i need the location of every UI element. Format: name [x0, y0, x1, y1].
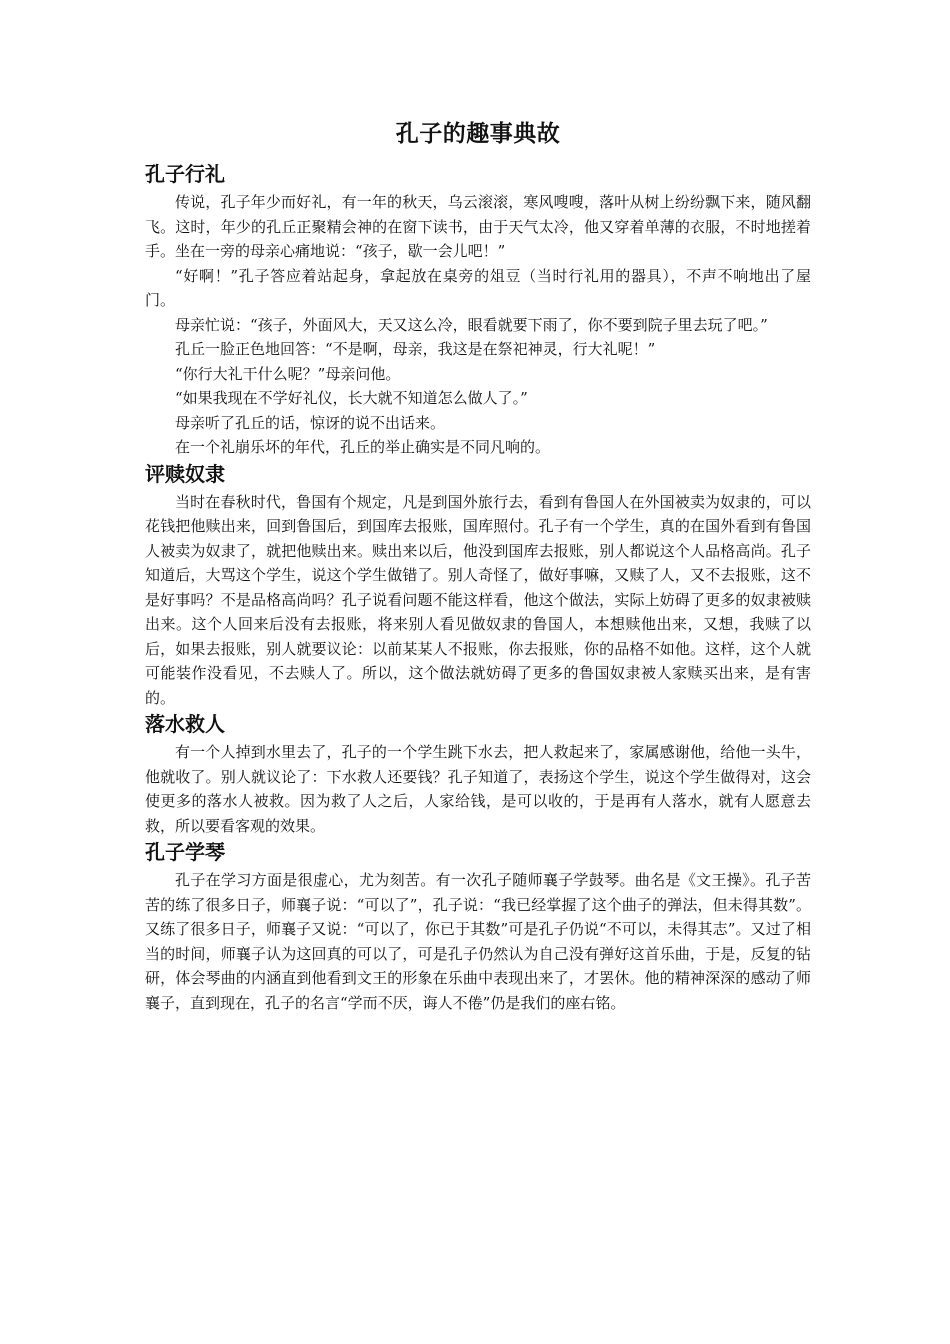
paragraph: 在一个礼崩乐坏的年代，孔丘的举止确实是不同凡响的。 [175, 438, 551, 456]
paragraph: “如果我现在不学好礼仪，长大就不知道怎么做人了。” [175, 389, 528, 407]
paragraph: 有一个人掉到水里去了，孔子的一个学生跳下水去，把人救起来了，家属感谢他，给他一头牛，他就收了。别人就议论了：下水救人还要钱？孔子知道了，表扬这个学生，说这个学生做得对，这会使更多的落水人被救。因为救了人之后，人家给钱，是可以收的，于是再有人落水，就有人愿意去救，所以要看客观的效果。 [145, 743, 811, 835]
paragraph: 母亲忙说：“孩子，外面风大，天又这么冷，眼看就要下雨了，你不要到院子里去玩了吧。” [175, 315, 768, 334]
paragraph: “好啊！”孔子答应着站起身，拿起放在桌旁的俎豆（当时行礼用的器具），不声不响地出了屋门。 [145, 266, 811, 309]
section-heading: 评赎奴隶 [145, 461, 225, 486]
section-heading: 孔子行礼 [145, 162, 225, 186]
document-page [145, 118, 811, 1015]
paragraph: “你行大礼干什么呢？”母亲问他。 [175, 364, 401, 383]
section-heading: 孔子学琴 [145, 840, 225, 864]
paragraph: 当时在春秋时代，鲁国有个规定，凡是到国外旅行去，看到有鲁国人在外国被卖为奴隶的，可以花钱把他赎出来，回到鲁国后，到国库去报账，国库照付。孔子有一个学生，真的在国外看到有鲁国人被卖为奴隶了，就把他赎出来。赎出来以后，他没到国库去报账，别人都说这个人品格高尚。孔子知道后，大骂这个学生，说这个学生做错了。别人奇怪了，做好事嘛，又赎了人，又不去报账，这不是好事吗？不是品格高尚吗？孔子说看问题不能这样看，他这个做法，实际上妨碍了更多的奴隶被赎出来。这个人回来后没有去报账，将来别人看见做奴隶的鲁国人，本想赎他出来，又想，我赎了以后，如果去报账，别人就要议论：以前某某人不报账，你去报账，你的品格不如他。这样，这个人就可能装作没看见，不去赎人了。所以，这个做法就妨碍了更多的鲁国奴隶被人家赎买出来，是有害的。 [145, 492, 811, 707]
section-heading: 落水救人 [145, 712, 225, 736]
section-pingshu-nuli [145, 460, 811, 711]
paragraph: 传说，孔子年少而好礼，有一年的秋天，乌云滚滚，寒风嗖嗖，落叶从树上纷纷飘下来，随风翻飞。这时，年少的孔丘正聚精会神的在窗下读书，由于天气太冷，他又穿着单薄的衣服，不时地搓着手。坐在一旁的母亲心痛地说：“孩子，歇一会儿吧！” [145, 193, 811, 260]
paragraph: 母亲听了孔丘的话，惊讶的说不出话来。 [175, 413, 446, 432]
section-luoshui-jiuren [145, 710, 811, 838]
paragraph: 孔丘一脸正色地回答：“不是啊，母亲，我这是在祭祀神灵，行大礼呢！” [175, 340, 656, 358]
section-kongzi-xingli [145, 160, 811, 460]
paragraph: 孔子在学习方面是很虚心，尤为刻苦。有一次孔子随师襄子学鼓琴。曲名是《文王操》。孔子苦苦的练了很多日子，师襄子说：“可以了”，孔子说：“我已经掌握了这个曲子的弹法，但未得其数”。又练了很多日子，师襄子又说：“可以了，你已于其数”可是孔子仍说“不可以，未得其志”。又过了相当的时间，师襄子认为这回真的可以了，可是孔子仍然认为自己没有弹好这首乐曲，于是，反复的钻研，体会琴曲的内涵直到他看到文王的形象在乐曲中表现出来了，才罢休。他的精神深深的感动了师襄子，直到现在，孔子的名言“学而不厌，诲人不倦”仍是我们的座右铭。 [145, 871, 811, 1012]
document-title: 孔子的趣事典故 [395, 121, 561, 147]
section-kongzi-xueqin [145, 838, 811, 1015]
